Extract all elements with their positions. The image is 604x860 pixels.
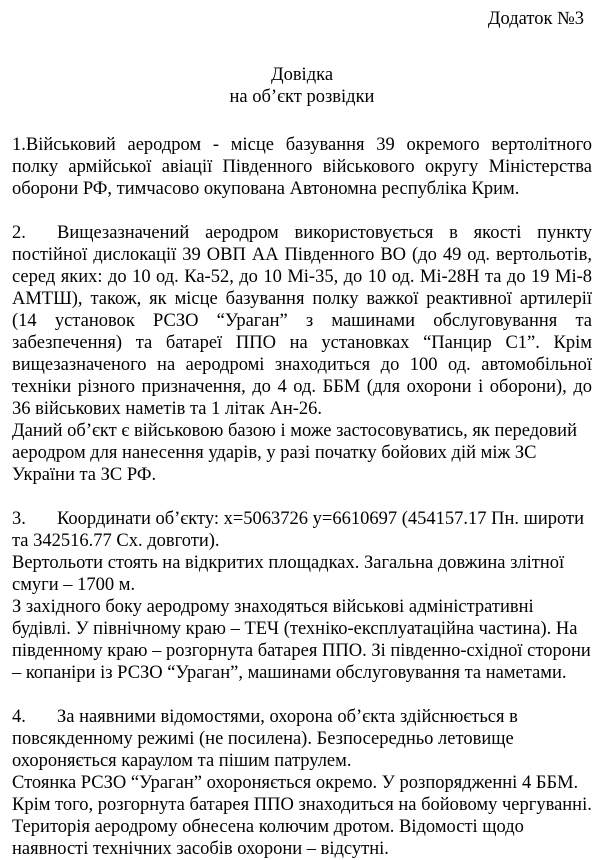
paragraph-text: 1.Військовий аеродром - місце базування 39 окремого вертолітного полку армійської авіації Південного військового округу Міністерства оборони РФ, тимчасово окупована Автономна республіка Крим. [12, 135, 592, 199]
paragraph-text: Територія аеродрому обнесена колючим дротом. Відомості щодо наявності технічних засобів охорони – відсутні. [12, 817, 524, 859]
paragraph [12, 794, 592, 816]
paragraph [12, 508, 592, 552]
paragraph-number: 2. [12, 223, 26, 243]
paragraph [12, 552, 592, 596]
paragraph [12, 816, 592, 860]
paragraph [12, 596, 592, 684]
paragraph-text: Координати об’єкту: x=5063726 y=6610697 (454157.17 Пн. широти та 342516.77 Сх. довготи). [12, 509, 585, 551]
paragraph-text: Крім того, розгорнута батарея ППО знаходиться на бойовому чергуванні. [12, 795, 592, 815]
paragraph [12, 134, 592, 200]
paragraph [12, 222, 592, 420]
document-title [12, 64, 592, 108]
paragraph-text: Вищезазначений аеродром використовується в якості пункту постійної дислокації 39 ОВП АА Південного ВО (до 49 од. вертольотів, серед яких: до 10 од. Ка-52, до 10 Мі-35, до 10 од. Мі-28Н та до 19 Мі-8 АМТШ), також, як місце базування полку важкої реактивної артилерії (14 установок РСЗО “Ураган” з машинами обслуговування та забезпечення) та батареї ППО на установках “Панцир С1”. Крім вищезазначеного на аеродромі знаходиться до 100 од. автомобільної техніки різного призначення, до 4 од. ББМ (для охорони і оборони), до 36 військових наметів та 1 літак Ан-26. [12, 223, 592, 419]
paragraph [12, 772, 592, 794]
document-body [12, 134, 592, 860]
paragraph-text: Стоянка РСЗО “Ураган” охороняється окремо. У розпорядженні 4 ББМ. [12, 773, 579, 793]
paragraph-text: З західного боку аеродрому знаходяться військові адміністративні будівлі. У північному краю – ТЕЧ (техніко-експлуатаційна частина). На південному краю – розгорнута батарея ППО. Зі південно-східної сторони – копаніри із РСЗО “Ураган”, машинами обслуговування та наметами. [12, 597, 591, 683]
document-title-line2: на об’єкт розвідки [229, 87, 375, 107]
annex-label: Додаток №3 [487, 9, 584, 29]
paragraph [12, 420, 592, 486]
paragraph-text: Даний об’єкт є військовою базою і може застосовуватись, як передовий аеродром для нанесення ударів, у разі початку бойових дій між ЗС України та ЗС РФ. [12, 421, 577, 485]
paragraph-text: За наявними відомостями, охорона об’єкта здійснюється в повсякденному режимі (не посилена). Безпосередньо летовище охороняється караулом та пішим патрулем. [12, 707, 518, 771]
paragraph [12, 706, 592, 772]
paragraph-number: 4. [12, 707, 26, 727]
document-title-line1: Довідка [270, 65, 334, 85]
paragraph-text: Вертольоти стоять на відкритих площадках. Загальна довжина злітної смуги – 1700 м. [12, 553, 565, 595]
paragraph-number: 3. [12, 509, 26, 529]
